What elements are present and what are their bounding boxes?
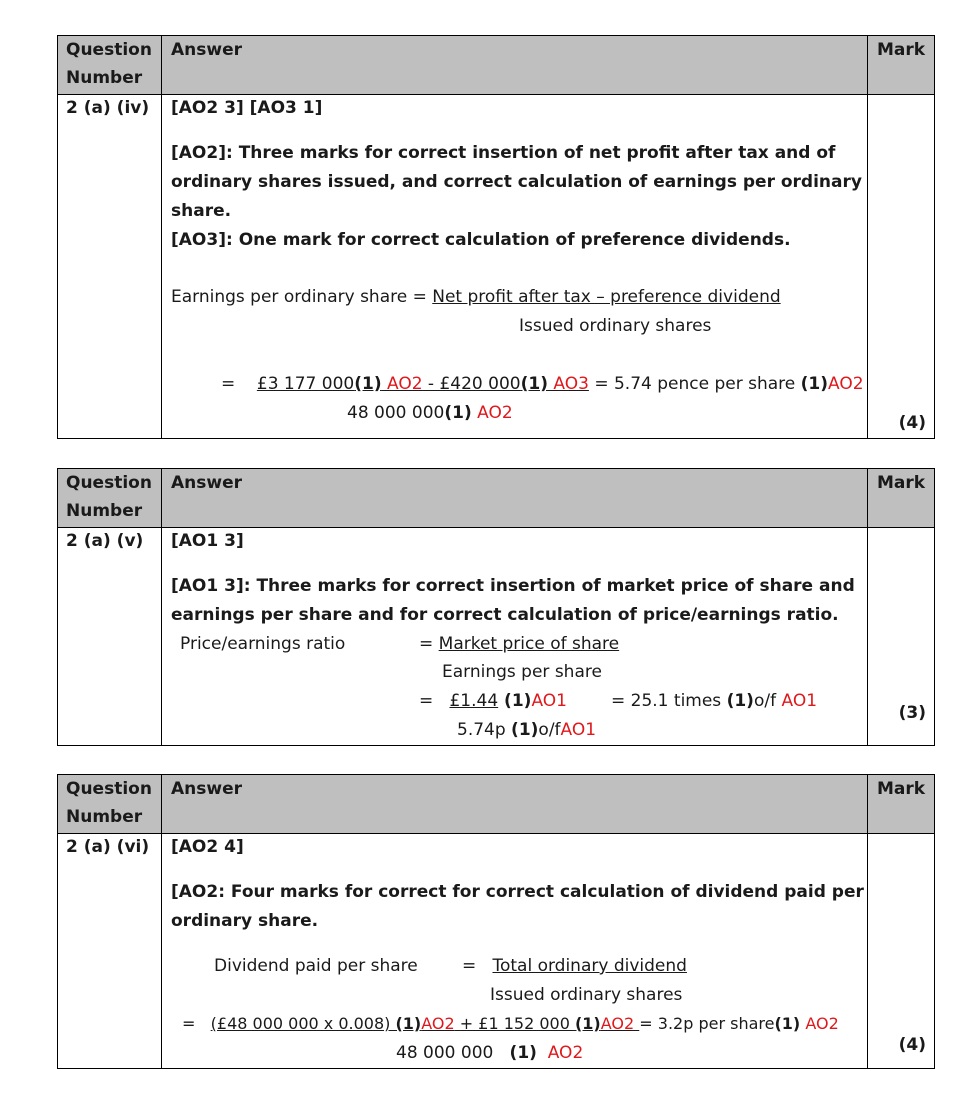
question-number: 2 (a) (v) — [66, 531, 144, 551]
question-number: 2 (a) (vi) — [66, 837, 150, 857]
marking-guidance-line: [AO1 3]: Three marks for correct insertion of market price of share and — [171, 576, 855, 596]
mark-value: (3) — [898, 703, 926, 723]
calculation-denominator: 5.74p (1)o/fAO1 — [457, 720, 597, 740]
formula-numerator: Net profit after tax – preference dividend — [432, 287, 781, 307]
formula-numerator: Market price of share — [438, 634, 620, 654]
header-mark: Mark — [877, 473, 926, 493]
mark-cell — [867, 834, 934, 1069]
header-number: Number — [66, 807, 143, 827]
calculation-numerator: = £1.44 (1)AO1 — [419, 691, 567, 711]
table-body — [58, 528, 934, 746]
header-mark: Mark — [877, 40, 926, 60]
question-number: 2 (a) (iv) — [66, 98, 150, 118]
ao-tag: [AO2 4] — [171, 837, 244, 857]
marking-guidance-line: ordinary shares issued, and correct calculation of earnings per ordinary — [171, 172, 862, 192]
mark-cell — [867, 528, 934, 746]
table-body — [58, 834, 934, 1069]
marking-guidance-line: [AO2: Four marks for correct for correct calculation of dividend paid per — [171, 882, 864, 902]
header-answer: Answer — [171, 40, 242, 60]
mark-value: (4) — [898, 413, 926, 433]
mark-value: (4) — [898, 1035, 926, 1055]
header-question-cell — [58, 36, 162, 94]
marking-guidance-line: earnings per share and for correct calculation of price/earnings ratio. — [171, 605, 839, 625]
header-question: Question — [66, 779, 152, 799]
calculation-denominator: 48 000 000 (1) AO2 — [396, 1043, 584, 1063]
calculation-numerator: = (£48 000 000 x 0.008) (1)AO2 + £1 152 000 (1)AO2 = 3.2p per share(1) AO2 — [182, 1014, 839, 1033]
mark-scheme-table-iv — [57, 35, 935, 439]
calculation-result: = 25.1 times (1)o/f AO1 — [611, 691, 818, 711]
ao-tag: [AO1 3] — [171, 531, 244, 551]
header-question: Question — [66, 40, 152, 60]
formula-label: Price/earnings ratio — [180, 634, 346, 654]
formula-denominator: Issued ordinary shares — [490, 985, 683, 1005]
formula-numerator: Total ordinary dividend — [492, 956, 687, 976]
formula-label: Dividend paid per share — [214, 956, 418, 976]
header-answer: Answer — [171, 473, 242, 493]
calculation-denominator: 48 000 000(1) AO2 — [347, 403, 513, 423]
marking-guidance-line: share. — [171, 201, 232, 221]
mark-scheme-table-v — [57, 468, 935, 746]
table-header — [58, 36, 934, 95]
header-number: Number — [66, 68, 143, 88]
table-header — [58, 469, 934, 528]
calculation-numerator: = £3 177 000(1) AO2 - £420 000(1) AO3 = 5.74 pence per share (1)AO2 — [221, 374, 864, 394]
table-body — [58, 95, 934, 439]
formula: = Total ordinary dividend — [462, 956, 687, 976]
header-mark: Mark — [877, 779, 926, 799]
formula — [171, 286, 781, 308]
mark-cell — [867, 95, 934, 439]
header-mark-cell — [867, 36, 934, 94]
formula-denominator: Issued ordinary shares — [519, 316, 712, 336]
formula: = Market price of share — [419, 634, 620, 654]
mark-scheme-table-vi — [57, 774, 935, 1069]
ao-tag: [AO2 3] [AO3 1] — [171, 98, 323, 118]
formula-label: Earnings per ordinary share = — [171, 287, 433, 307]
header-answer: Answer — [171, 779, 242, 799]
marking-guidance-line: [AO3]: One mark for correct calculation of preference dividends. — [171, 230, 791, 250]
marking-guidance-line: ordinary share. — [171, 911, 319, 931]
marking-guidance-line: [AO2]: Three marks for correct insertion of net profit after tax and of — [171, 143, 836, 163]
formula-denominator: Earnings per share — [442, 662, 602, 682]
table-header — [58, 775, 934, 834]
header-question: Question — [66, 473, 152, 493]
header-number: Number — [66, 501, 143, 521]
